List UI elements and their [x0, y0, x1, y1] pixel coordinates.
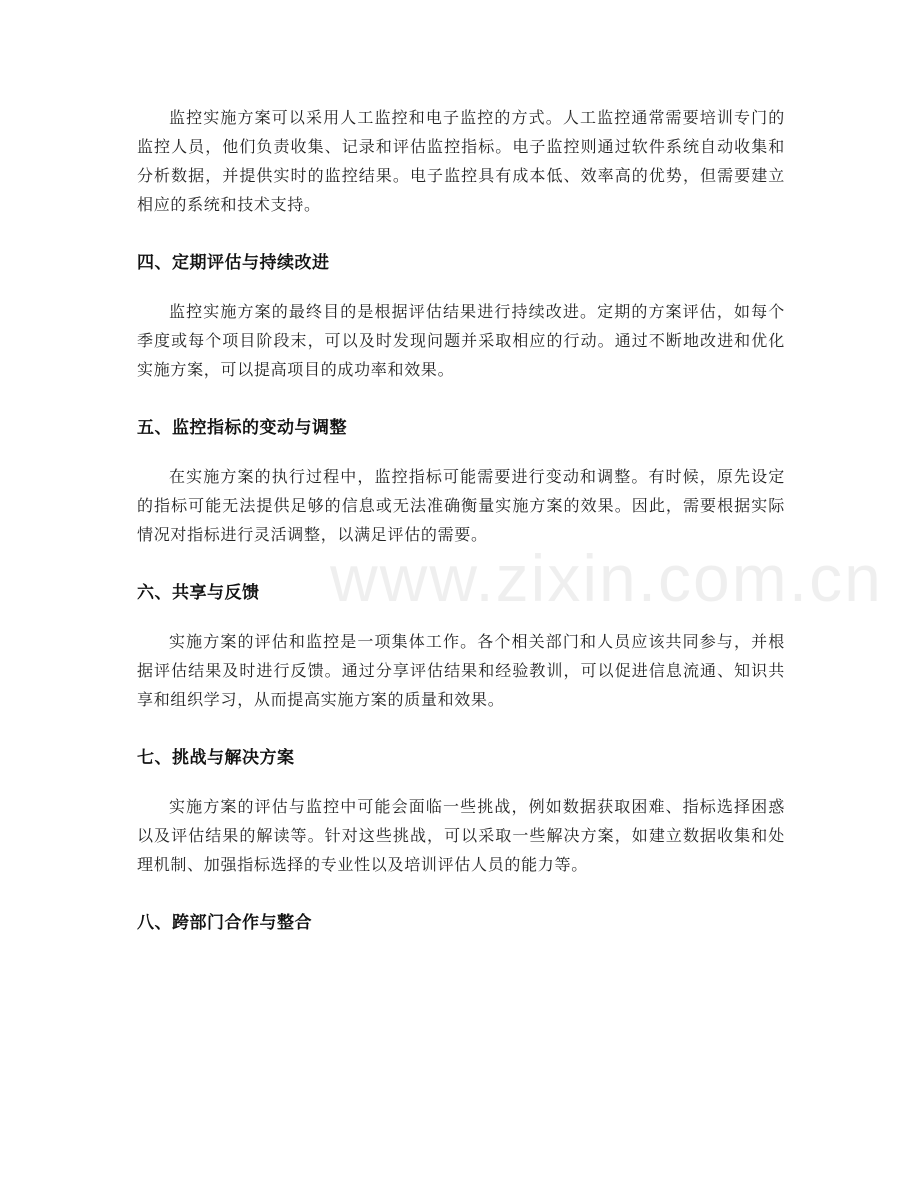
paragraph-sharing-feedback: 实施方案的评估和监控是一项集体工作。各个相关部门和人员应该共同参与，并根据评估结果及时进行反馈。通过分享评估结果和经验教训，可以促进信息流通、知识共享和组织学习，从而提高实施方案的质量和效果。 — [137, 632, 785, 709]
section-heading-8: 八、跨部门合作与整合 — [137, 913, 312, 933]
section-heading-7: 七、挑战与解决方案 — [137, 748, 295, 768]
paragraph-indicator-adjustment: 在实施方案的执行过程中，监控指标可能需要进行变动和调整。有时候，原先设定的指标可能无法提供足够的信息或无法准确衡量实施方案的效果。因此，需要根据实际情况对指标进行灵活调整，以满足评估的需要。 — [137, 467, 785, 544]
watermark-text: www.zixin.com.cn — [330, 541, 883, 615]
paragraph-periodic-evaluation: 监控实施方案的最终目的是根据评估结果进行持续改进。定期的方案评估，如每个季度或每个项目阶段末，可以及时发现问题并采取相应的行动。通过不断地改进和优化实施方案，可以提高项目的成功率和效果。 — [137, 302, 785, 379]
paragraph-monitoring-methods: 监控实施方案可以采用人工监控和电子监控的方式。人工监控通常需要培训专门的监控人员，他们负责收集、记录和评估监控指标。电子监控则通过软件系统自动收集和分析数据，并提供实时的监控结果。电子监控具有成本低、效率高的优势，但需要建立相应的系统和技术支持。 — [137, 108, 785, 214]
section-heading-4: 四、定期评估与持续改进 — [137, 253, 330, 273]
section-heading-6: 六、共享与反馈 — [137, 583, 260, 603]
paragraph-challenges-solutions: 实施方案的评估与监控中可能会面临一些挑战，例如数据获取困难、指标选择困惑以及评估结果的解读等。针对这些挑战，可以采取一些解决方案，如建立数据收集和处理机制、加强指标选择的专业性以及培训评估人员的能力等。 — [137, 797, 785, 874]
document-body — [137, 103, 785, 938]
section-heading-5: 五、监控指标的变动与调整 — [137, 418, 347, 438]
